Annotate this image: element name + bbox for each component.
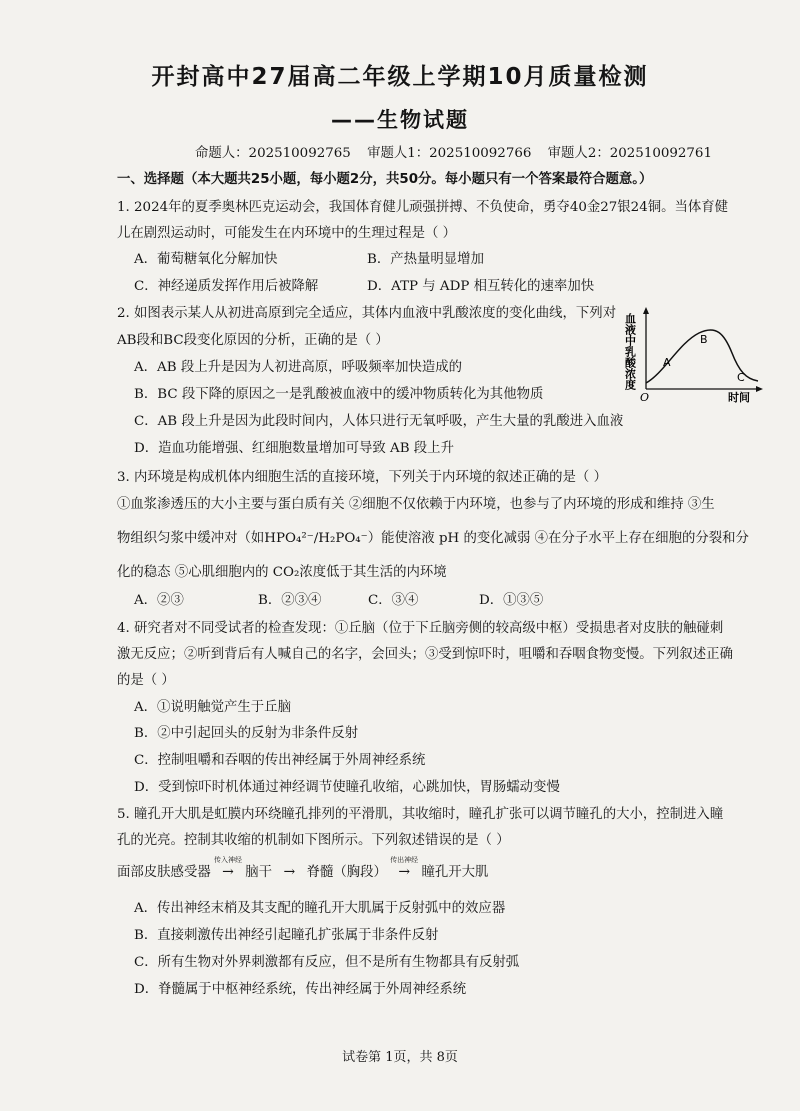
graph-point-c: C [737,371,745,384]
q5-option-d: D．脊髓属于中枢神经系统，传出神经属于外周神经系统 [134,982,467,997]
section-heading: 一、选择题（本大题共25小题，每小题2分，共50分。每小题只有一个答案最符合题意。） [117,172,653,187]
q5-option-a: A．传出神经末梢及其支配的瞳孔开大肌属于反射弧中的效应器 [134,901,506,916]
q2-stem-line1: 2. 如图表示某人从初进高原到完全适应，其体内血液中乳酸浓度的变化曲线，下列对 [117,306,617,321]
graph-origin: O [640,391,650,403]
q3-option-b: B．②③④ [258,593,322,608]
flow-node-brainstem: 脑干 [245,865,273,880]
q1-option-d: D．ATP 与 ADP 相互转化的速率加快 [367,279,595,294]
q4-option-d: D．受到惊吓时机体通过神经调节使瞳孔收缩，心跳加快，胃肠蠕动变慢 [134,780,560,795]
graph-xlabel: 时间 [728,391,750,403]
flow-node-dilator-muscle: 瞳孔开大肌 [421,865,489,880]
q2-option-a: A．AB 段上升是因为人初进高原，呼吸频率加快造成的 [134,360,463,375]
q5-option-c: C．所有生物对外界刺激都有反应，但不是所有生物都具有反射弧 [134,955,520,970]
q3-stem-line4: 化的稳态 ⑤心肌细胞内的 CO₂浓度低于其生活的内环境 [117,565,447,580]
author-reviewer-1: 审题人1：202510092766 [367,146,532,161]
exam-subtitle: ——生物试题 [331,108,469,132]
lactate-curve-graph [624,303,764,403]
q1-option-b: B．产热量明显增加 [367,252,484,267]
right-arrow-icon: → [222,864,234,880]
flow-arrow-efferent [390,856,419,880]
graph-ylabel: 血液中乳酸浓度 [624,313,637,390]
flow-arrow-efferent-label: 传出神经 [390,856,419,864]
q3-stem-line1: 3. 内环境是构成机体内细胞生活的直接环境，下列关于内环境的叙述正确的是（ ） [117,470,607,485]
q5-option-b: B．直接刺激传出神经引起瞳孔扩张属于非条件反射 [134,928,439,943]
flow-arrow-plain [276,864,302,880]
graph-point-b: B [700,333,708,346]
flow-arrow-afferent-label: 传入神经 [214,856,242,864]
q3-stem-line3: 物组织匀浆中缓冲对（如HPO₄²⁻/H₂PO₄⁻）能使溶液 pH 的变化减弱 ④在分子水平上存在细胞的分裂和分 [117,531,749,546]
q4-stem-line2: 激无反应；②听到背后有人喊自己的名字，会回头；③受到惊吓时，咀嚼和吞咽食物变慢。下列叙述正确 [117,647,733,662]
q4-stem-line1: 4. 研究者对不同受试者的检查发现：①丘脑（位于下丘脑旁侧的较高级中枢）受损患者对皮肤的触碰刺 [117,621,724,636]
q4-option-c: C．控制咀嚼和吞咽的传出神经属于外周神经系统 [134,753,426,768]
q3-option-c: C．③④ [368,593,419,608]
authors-line [195,142,724,161]
q5-stem-line1: 5. 瞳孔开大肌是虹膜内环绕瞳孔排列的平滑肌，其收缩时，瞳孔扩张可以调节瞳孔的大小，控制进入瞳 [117,807,724,822]
q5-stem-line2: 孔的光亮。控制其收缩的机制如下图所示。下列叙述错误的是（ ） [117,833,510,848]
flow-node-receptor: 面部皮肤感受器 [117,865,211,880]
graph-x-arrow [756,386,763,392]
graph-y-arrow [643,307,649,314]
flow-node-spinal-cord: 脊髓（胸段） [306,865,387,880]
author-reviewer-2: 审题人2：202510092761 [547,146,712,161]
q4-stem-line3: 的是（ ） [117,673,175,688]
q2-option-b: B．BC 段下降的原因之一是乳酸被血液中的缓冲物质转化为其他物质 [134,387,544,402]
q1-option-c: C．神经递质发挥作用后被降解 [134,279,319,294]
q2-option-d: D．造血功能增强、红细胞数量增加可导致 AB 段上升 [134,441,454,456]
reflex-flow-diagram [117,856,489,880]
right-arrow-icon: → [283,864,296,880]
exam-title: 开封高中27届高二年级上学期10月质量检测 [151,64,649,90]
q3-stem-line2: ①血浆渗透压的大小主要与蛋白质有关 ②细胞不仅依赖于内环境，也参与了内环境的形成和维持 ③生 [117,497,715,512]
q2-option-c: C．AB 段上升是因为此段时间内，人体只进行无氧呼吸，产生大量的乳酸进入血液 [134,414,624,429]
q4-option-a: A．①说明触觉产生于丘脑 [134,700,291,715]
author-setter: 命题人：202510092765 [195,146,351,161]
graph-point-a: A [663,356,671,369]
q3-option-d: D．①③⑤ [479,593,544,608]
q4-option-b: B．②中引起回头的反射为非条件反射 [134,726,359,741]
flow-arrow-afferent [214,856,242,880]
page-footer: 试卷第 1页，共 8页 [342,1050,458,1065]
q1-option-a: A．葡萄糖氧化分解加快 [134,252,278,267]
q1-stem-line2: 儿在剧烈运动时，可能发生在内环境中的生理过程是（ ） [117,226,457,241]
q3-option-a: A．②③ [134,593,184,608]
right-arrow-icon: → [398,864,411,880]
q2-stem-line2: AB段和BC段变化原因的分析，正确的是（ ） [117,333,389,348]
q1-stem-line1: 1. 2024年的夏季奥林匹克运动会，我国体育健儿顽强拼搏、不负使命，勇夺40金27银24铜。当体育健 [117,200,729,215]
